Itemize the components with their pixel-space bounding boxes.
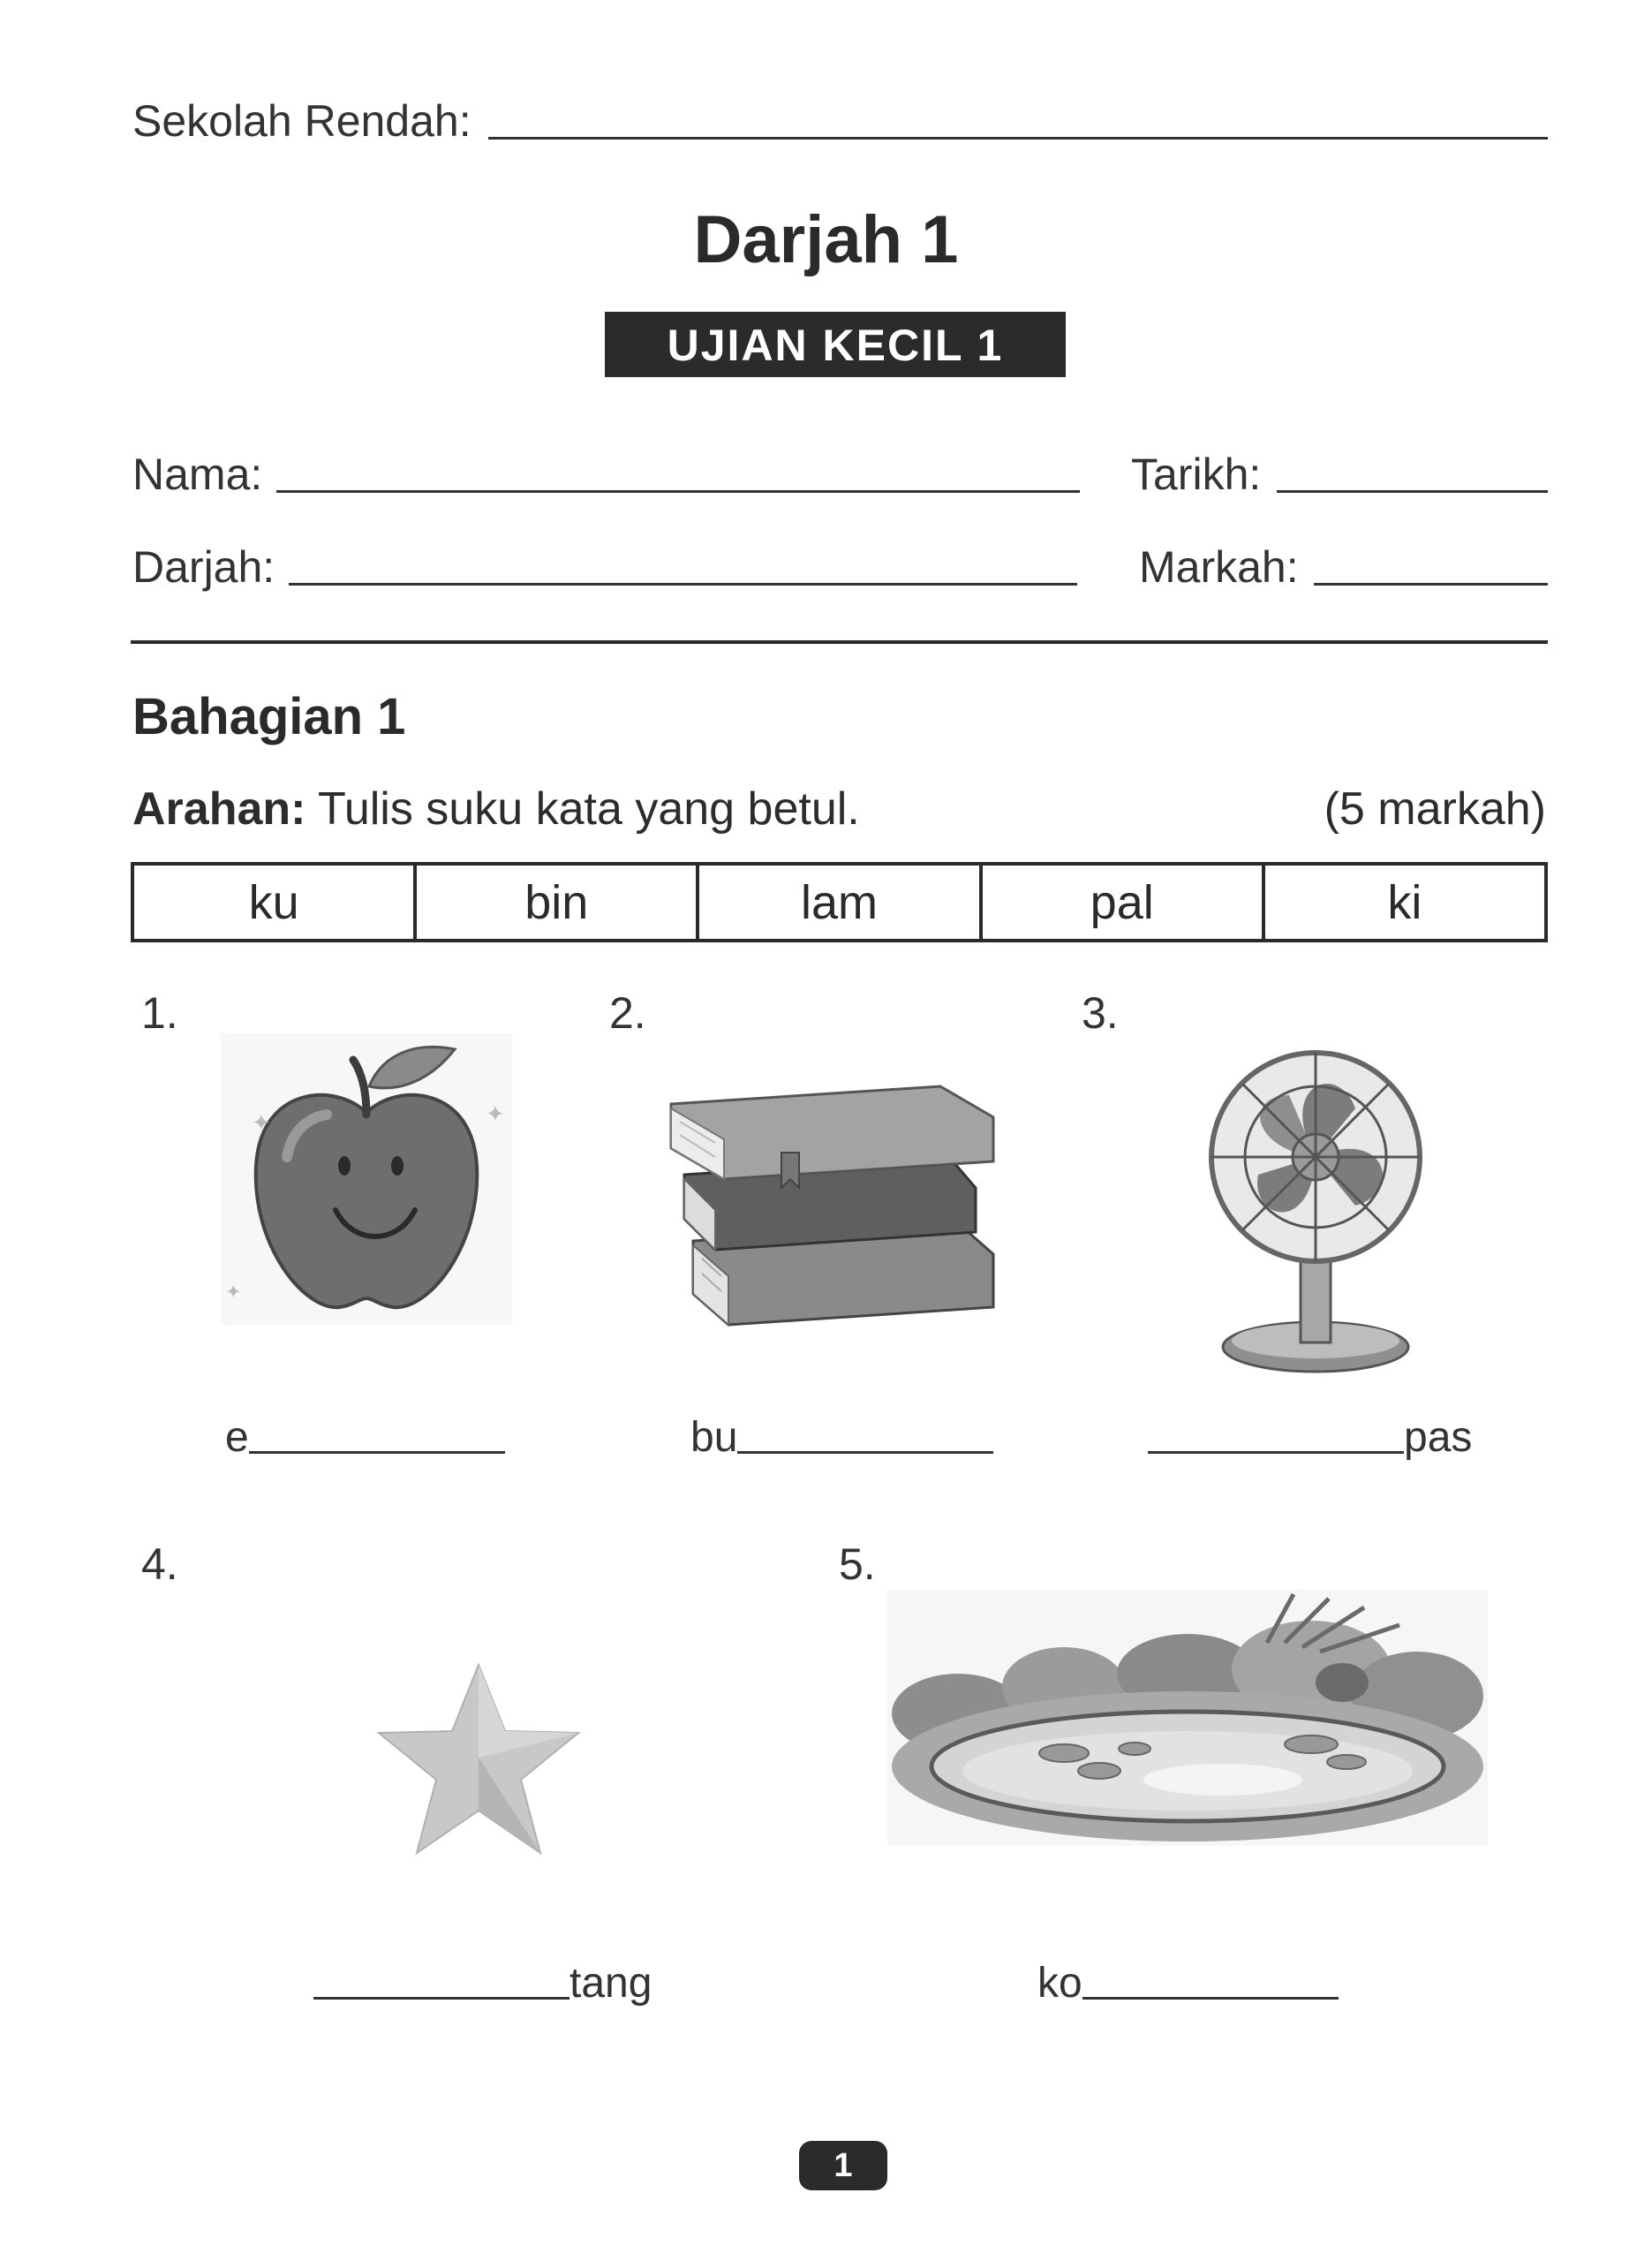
answer-blank[interactable] xyxy=(249,1451,505,1454)
instruction-label: Arahan: xyxy=(132,783,306,835)
answer-prefix: e xyxy=(225,1414,249,1461)
answer-field[interactable] xyxy=(313,1959,652,2008)
class-field[interactable] xyxy=(289,583,1077,586)
answer-prefix: ko xyxy=(1037,1960,1082,2007)
question-number: 2. xyxy=(609,988,646,1038)
svg-text:✦: ✦ xyxy=(486,1101,505,1128)
syllable-cell: lam xyxy=(699,866,982,939)
page-title: Darjah 1 xyxy=(693,202,959,277)
answer-field[interactable] xyxy=(690,1413,993,1462)
name-label: Nama: xyxy=(132,450,263,499)
answer-blank[interactable] xyxy=(737,1451,993,1454)
answer-suffix: pas xyxy=(1404,1414,1473,1461)
name-field[interactable] xyxy=(276,490,1080,493)
answer-field[interactable] xyxy=(1037,1959,1339,2008)
books-icon xyxy=(667,1069,1002,1325)
svg-text:✦: ✦ xyxy=(225,1282,242,1304)
answer-suffix: tang xyxy=(570,1960,653,2007)
page-number: 1 xyxy=(799,2141,887,2190)
question-number: 1. xyxy=(141,988,178,1038)
test-badge: UJIAN KECIL 1 xyxy=(605,312,1066,377)
answer-blank[interactable] xyxy=(1148,1451,1404,1454)
answer-field[interactable] xyxy=(1148,1413,1472,1462)
syllable-table xyxy=(131,862,1548,942)
date-field[interactable] xyxy=(1277,490,1548,493)
syllable-cell: ki xyxy=(1387,876,1422,929)
class-label: Darjah: xyxy=(132,542,275,592)
answer-prefix: bu xyxy=(690,1414,738,1461)
answer-blank[interactable] xyxy=(313,1997,570,2000)
star-icon xyxy=(375,1660,583,1859)
section-title: Bahagian 1 xyxy=(132,688,406,745)
answer-field[interactable] xyxy=(225,1413,505,1462)
svg-text:✦: ✦ xyxy=(252,1110,271,1137)
marks-label: Markah: xyxy=(1139,542,1299,592)
question-number: 5. xyxy=(839,1539,876,1589)
divider xyxy=(131,640,1548,644)
section-marks: (5 markah) xyxy=(1324,783,1546,835)
syllable-cell: bin xyxy=(417,866,699,939)
answer-blank[interactable] xyxy=(1082,1997,1339,2000)
school-field[interactable] xyxy=(488,137,1548,140)
pond-icon xyxy=(887,1590,1488,1846)
fan-icon xyxy=(1205,1042,1435,1378)
date-label: Tarikh: xyxy=(1131,450,1262,499)
marks-field[interactable] xyxy=(1314,583,1548,586)
instruction-text: Tulis suku kata yang betul. xyxy=(306,783,860,835)
school-label: Sekolah Rendah: xyxy=(132,96,471,146)
question-number: 4. xyxy=(141,1539,178,1589)
question-number: 3. xyxy=(1082,988,1119,1038)
syllable-cell: pal xyxy=(983,866,1265,939)
instruction xyxy=(132,783,860,836)
syllable-cell: ku xyxy=(134,866,417,939)
apple-icon xyxy=(221,1033,512,1325)
